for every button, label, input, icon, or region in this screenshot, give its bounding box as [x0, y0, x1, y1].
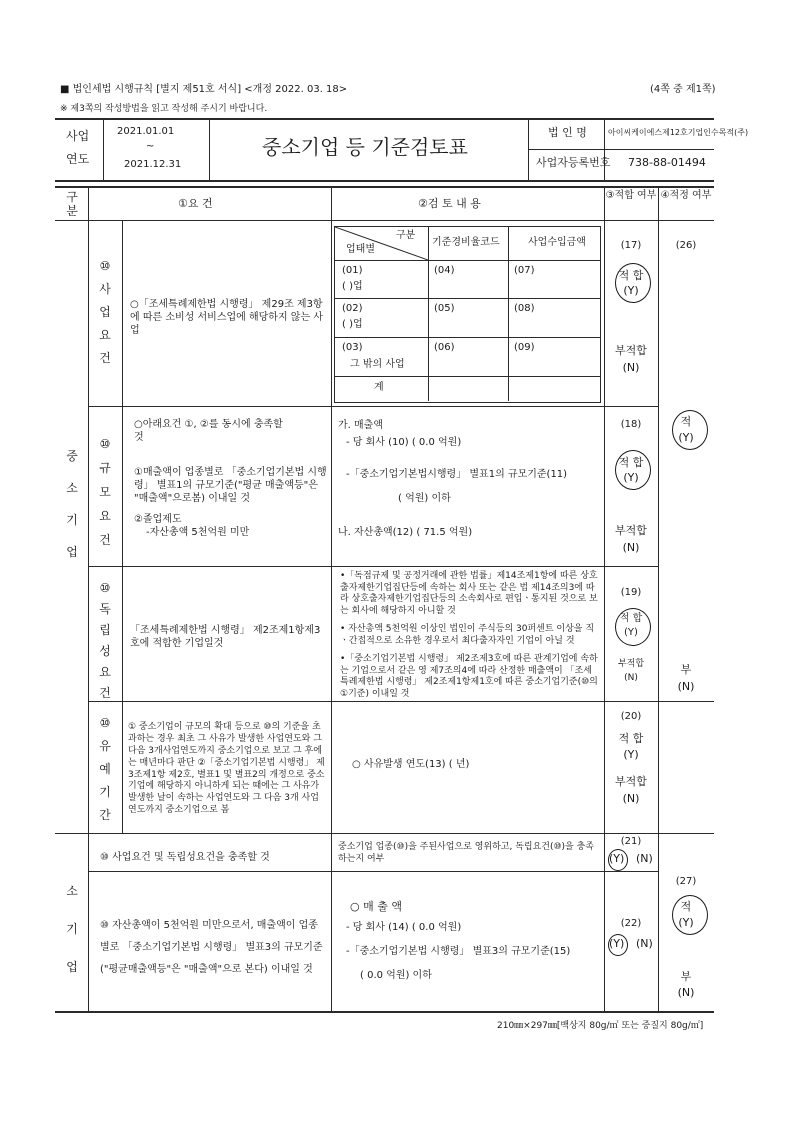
row101-fit-yes: 적 합 [618, 269, 644, 282]
cell-02-biz: ( )업 [342, 319, 363, 330]
row101-requirement: ○「조세특례제한법 시행령」 제29조 제3항에 따른 소비성 서비스업에 해당하지 않는 사업 [130, 299, 323, 336]
row103-requirement: 「조세특례제한법 시행령」 제2조제1항제3호에 적합한 기업일것 [130, 625, 321, 649]
cell-03: (03) [342, 342, 363, 353]
row103-fit-no: (19) [620, 587, 642, 598]
period-label-1: 사업 [66, 129, 90, 143]
row103-fit-no-n: (N) [624, 673, 638, 683]
cell-04: (04) [434, 265, 455, 276]
tbl-hdr-income: 사업수입금액 [528, 237, 586, 248]
row102-rev-b: 나. 자산총액(12) ( 71.5 억원) [338, 527, 473, 538]
row105-requirement: ⑩ 사업요건 및 독립성요건을 충족할 것 [100, 852, 270, 863]
row104-fit-yes: 적 합 [618, 732, 644, 745]
row102-req-1: ①매출액이 업종별로 「중소기업기본법 시행령」 별표1의 규모기준("평균 매출액등"은 "매출액"으로봄) 이내일 것 [134, 467, 327, 504]
col-header-suitability: ④적정 여부 [660, 190, 712, 201]
col-header-section: 구분 [66, 190, 78, 218]
sme-suit-no-n: (N) [677, 680, 695, 693]
row101-label: ⑩사업요건 [99, 259, 111, 365]
cell-01: (01) [342, 265, 363, 276]
row102-fit-no: (18) [620, 419, 642, 430]
row104-fit-yes-y: (Y) [623, 748, 639, 761]
row103-fit-no-label: 부적합 [617, 659, 645, 669]
col-header-requirement: ①요 건 [178, 197, 213, 210]
row106-rev-1: - 당 회사 (14) ( 0.0 억원) [346, 922, 462, 933]
cell-06: (06) [434, 342, 455, 353]
row103-rev-3: •「중소기업기본법 시행령」 제2조제3호에 따른 관계기업에 속하는 기업으로서 같은 영 제7조의4에 따라 산정한 매출액이 「조세특례제한법 시행령」 제2조제1항제1호에 따른 중소기업기준(⑩의①기준) 이내일 것 [340, 654, 598, 700]
small-suit-yes-y: (Y) [678, 916, 694, 929]
row106-fit-y: (Y) [609, 937, 625, 950]
row105-rev: 중소기업 업종(⑩)을 주된사업으로 영위하고, 독립요건(⑩)을 충족하는지 여부 [338, 842, 595, 865]
small-suit-no-code: (27) [675, 876, 697, 887]
row106-rev-title: ○ 매 출 액 [350, 900, 402, 913]
cell-02: (02) [342, 303, 363, 314]
row105-fit-n: (N) [636, 852, 653, 865]
period-separator: ~ [146, 141, 155, 152]
row103-label: ⑩독립성요건 [99, 581, 111, 700]
biz-no-label: 사업자등록번호 [536, 156, 611, 169]
row101-fit-yes-y: (Y) [623, 284, 639, 297]
page-info: (4쪽 중 제1쪽) [650, 84, 716, 95]
col-header-fit: ③적합 여부 [605, 190, 657, 201]
row101-fit-no-n: (N) [622, 361, 640, 374]
cell-01-biz: ( )업 [342, 281, 363, 292]
cell-total: 계 [374, 382, 384, 393]
table-top-rule [55, 186, 714, 188]
small-suit-no: 부 [680, 970, 692, 983]
page-title: 중소기업 등 기준검토표 [262, 135, 468, 159]
corp-name-label: 법 인 명 [548, 126, 587, 139]
row101-suit-no: (26) [675, 240, 697, 251]
sme-suit-yes-y: (Y) [678, 431, 694, 444]
section-small: 소기업 [66, 884, 78, 974]
corp-name-value: 아이씨케이에스제12호기업인수목적(주) [608, 128, 749, 137]
period-label-2: 연도 [66, 152, 90, 166]
row105-fit-y: (Y) [609, 852, 625, 865]
row102-rev-a: 가. 매출액 [338, 420, 383, 431]
row102-fit-yes: 적 합 [618, 456, 644, 469]
cell-07: (07) [514, 265, 535, 276]
row106-requirement: ⑩ 자산총액이 5천억원 미만으로서, 매출액이 업종별로 「중소기업기본법 시행령」 별표3의 규모기준 ("평균매출액등"은 "매출액"으로 본다) 이내일 것 [100, 920, 323, 975]
row106-fit-no: (22) [620, 918, 642, 929]
row102-fit-no-n: (N) [622, 541, 640, 554]
cell-03-other: 그 밖의 사업 [350, 359, 405, 370]
period-end: 2021.12.31 [124, 159, 182, 170]
row104-requirement: ① 중소기업이 규모의 확대 등으로 ⑩의 기준을 초과하는 경우 최초 그 사유가 발생한 사업연도와 그 다음 3개사업연도까지 중소기업으로 보고 그 후에는 매년마다 판단 ②「중소기업기본법 시행령」 제3조제1항 제2호, 별표1 및 별표2의 개정으로 중소기업에 해당하지 아니하게 되는 때에는 그 사유가 발생한 날이 속하는 사업연도와 그 다음 3개 사업연도까지 중소기업으로 봄 [128, 722, 325, 816]
row106-rev-3: ( 0.0 억원) 이하 [360, 970, 432, 981]
row104-rev: ○ 사유발생 연도(13) ( 년) [352, 759, 470, 770]
tbl-hdr-type: 구분 [396, 230, 416, 241]
row101-fit-no-label: 부적합 [615, 344, 647, 357]
biz-no-value: 738-88-01494 [628, 156, 706, 169]
row106-fit-n: (N) [636, 937, 653, 950]
cell-09: (09) [514, 342, 535, 353]
title-bottom-rule [55, 180, 714, 182]
tbl-hdr-code: 기준경비율코드 [432, 237, 500, 248]
sme-suit-no: 부 [680, 663, 692, 676]
section-sme: 중소기업 [66, 449, 78, 559]
period-start: 2021.01.01 [117, 126, 175, 137]
col-header-review: ②검 토 내 용 [418, 197, 481, 210]
row103-fit-yes: 적 합 [619, 613, 643, 624]
row102-req-2b: -자산총액 5천억원 미만 [146, 527, 250, 538]
small-suit-yes: 적 [680, 900, 692, 913]
table-bottom-rule [55, 1011, 714, 1013]
paper-spec: 210㎜×297㎜[백상지 80g/㎡ 또는 중질지 80g/㎡] [497, 1021, 704, 1031]
row102-fit-yes-y: (Y) [623, 471, 639, 484]
row104-fit-no: (20) [620, 711, 642, 722]
row102-rev-a3: ( 억원) 이하 [398, 493, 451, 504]
row103-fit-yes-y: (Y) [624, 627, 638, 638]
title-top-rule [55, 118, 714, 120]
row102-rev-a2: -「중소기업기본법시행령」 별표1의 규모기준(11) [346, 469, 568, 480]
row104-fit-no-n: (N) [622, 792, 640, 805]
row102-fit-no-label: 부적합 [615, 524, 647, 537]
sme-suit-yes: 적 [680, 415, 692, 428]
instruction-note: ※ 제3쪽의 작성방법을 읽고 작성해 주시기 바랍니다. [60, 104, 268, 114]
row103-rev-2: • 자산총액 5천억원 이상인 법인이 주식등의 30퍼센트 이상을 직ㆍ간접적으로 소유한 경우로서 최다출자자인 기업이 아닐 것 [340, 624, 595, 646]
row103-rev-1: •「독점규제 및 공정거래에 관한 법률」제14조제1항에 따른 상호출자제한기업집단등에 속하는 회사 또는 같은 법 제14조의3에 따라 상호출자제한기업집단등의 소속회사로 편입ㆍ통지된 것으로 보는 회사에 해당하지 아니할 것 [340, 571, 598, 617]
cell-05: (05) [434, 303, 455, 314]
row101-fit-no: (17) [620, 240, 642, 251]
row104-fit-no-label: 부적합 [615, 775, 647, 788]
form-reference: ■ 법인세법 시행규칙 [별지 제51호 서식] <개정 2022. 03. 18> [60, 84, 348, 95]
row102-req-intro: ○아래요건 ①, ②를 동시에 충족할 것 [134, 419, 283, 443]
row102-rev-a1: - 당 회사 (10) ( 0.0 억원) [346, 437, 462, 448]
row106-rev-2: -「중소기업기본법 시행령」 별표3의 규모기준(15) [346, 946, 571, 957]
row102-label: ⑩규모요건 [99, 437, 111, 547]
small-suit-no-n: (N) [677, 986, 695, 999]
row105-fit-no: (21) [620, 836, 642, 847]
row102-req-2a: ②졸업제도 [134, 514, 182, 525]
cell-08: (08) [514, 303, 535, 314]
tbl-hdr-biz: 업태별 [346, 244, 375, 255]
row104-label: ⑩유예기간 [99, 716, 111, 822]
